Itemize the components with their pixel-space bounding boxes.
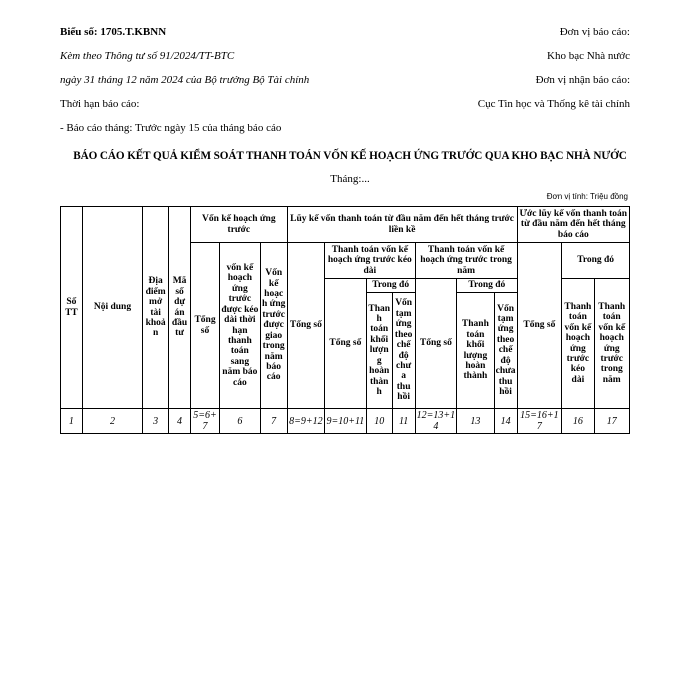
column-number: 5=6+7 xyxy=(190,409,219,434)
column-number: 16 xyxy=(562,409,594,434)
estimate-extended-header: Thanh toán vốn kế hoạch ứng trước kéo dài xyxy=(562,279,594,409)
estimate-in-year-header: Thanh toán vốn kế hoạch ứng trước trong năm xyxy=(594,279,630,409)
column-number: 8=9+12 xyxy=(287,409,324,434)
extended-in-which-header: Trong đó xyxy=(366,279,415,293)
column-number-row xyxy=(61,409,630,434)
in-year-advance-header: Vốn tạm ứng theo chế độ chưa thu hồi xyxy=(494,293,517,409)
col-content-header: Nội dung xyxy=(82,207,142,409)
column-number: 14 xyxy=(494,409,517,434)
group-estimate-header: Ước lũy kế vốn thanh toán từ đầu năm đến hết tháng báo cáo xyxy=(517,207,629,243)
column-number: 7 xyxy=(260,409,287,434)
group-in-year-payment-header: Thanh toán vốn kế hoạch ứng trước trong năm xyxy=(415,243,517,279)
extended-advance-header: Vốn tạm ứng theo chế độ chưa thu hồi xyxy=(392,293,415,409)
reporting-unit-value: Kho bạc Nhà nước xyxy=(547,50,630,62)
column-number: 9=10+11 xyxy=(325,409,367,434)
column-number: 11 xyxy=(392,409,415,434)
column-number: 12=13+14 xyxy=(416,410,456,432)
column-number: 3 xyxy=(143,409,169,434)
extended-subtotal-header: Tổng số xyxy=(325,279,367,409)
column-number: 13 xyxy=(457,409,494,434)
column-number: 6 xyxy=(220,409,261,434)
in-year-completed-header: Thanh toán khối lượng hoàn thành xyxy=(457,293,494,409)
extended-completed-header: Thanh toán khối lượng hoàn thành xyxy=(366,293,392,409)
col-account-location-header: Địa điểm mở tài khoản xyxy=(143,207,169,409)
column-number: 15=16+17 xyxy=(517,409,562,434)
group-extended-payment-header: Thanh toán vốn kế hoạch ứng trước kéo dài xyxy=(325,243,415,279)
report-title: BÁO CÁO KẾT QUẢ KIỂM SOÁT THANH TOÁN VỐN KẾ HOẠCH ỨNG TRƯỚC QUA KHO BẠC NHÀ NƯỚC xyxy=(73,150,627,162)
unit-label: Đơn vị tính: Triệu đồng xyxy=(546,192,628,201)
deadline-monthly: - Báo cáo tháng: Trước ngày 15 của tháng báo cáo xyxy=(60,122,282,134)
column-number: 4 xyxy=(169,409,191,434)
cumulative-total-header: Tổng số xyxy=(287,243,324,409)
in-year-in-which-header: Trong đó xyxy=(457,279,517,293)
receiving-unit-value: Cục Tin học và Thống kê tài chính xyxy=(477,98,630,110)
estimate-total-header: Tổng số xyxy=(517,243,562,409)
column-number: 1 xyxy=(61,409,83,434)
group-cumulative-header: Lũy kế vốn thanh toán từ đầu năm đến hết tháng trước liền kề xyxy=(287,207,517,243)
attached-circular-date: ngày 31 tháng 12 năm 2024 của Bộ trưởng Bộ Tài chính xyxy=(60,74,310,86)
report-table xyxy=(60,206,630,434)
in-year-subtotal-header: Tổng số xyxy=(415,279,457,409)
reporting-unit-label: Đơn vị báo cáo: xyxy=(559,26,630,38)
deadline-label: Thời hạn báo cáo: xyxy=(60,98,140,110)
column-number: 2 xyxy=(82,409,142,434)
receiving-unit-label: Đơn vị nhận báo cáo: xyxy=(535,74,630,86)
column-number: 10 xyxy=(366,409,392,434)
attached-circular: Kèm theo Thông tư số 91/2024/TT-BTC xyxy=(60,50,235,62)
plan-assigned-header: Vốn kế hoạch ứng trước được giao trong năm báo cáo xyxy=(260,243,287,409)
month-label: Tháng:... xyxy=(330,173,370,185)
col-stt-header: Số TT xyxy=(61,207,83,409)
group-plan-header: Vốn kế hoạch ứng trước xyxy=(190,207,287,243)
plan-total-header: Tổng số xyxy=(190,243,219,409)
col-project-code-header: Mã số dự án đầu tư xyxy=(169,207,191,409)
plan-extended-header: vốn kế hoạch ứng trước được kéo dài thời hạn thanh toán sang năm báo cáo xyxy=(220,243,261,409)
column-number: 17 xyxy=(594,409,630,434)
estimate-in-which-header: Trong đó xyxy=(562,243,630,279)
form-number: Biểu số: 1705.T.KBNN xyxy=(60,26,167,38)
